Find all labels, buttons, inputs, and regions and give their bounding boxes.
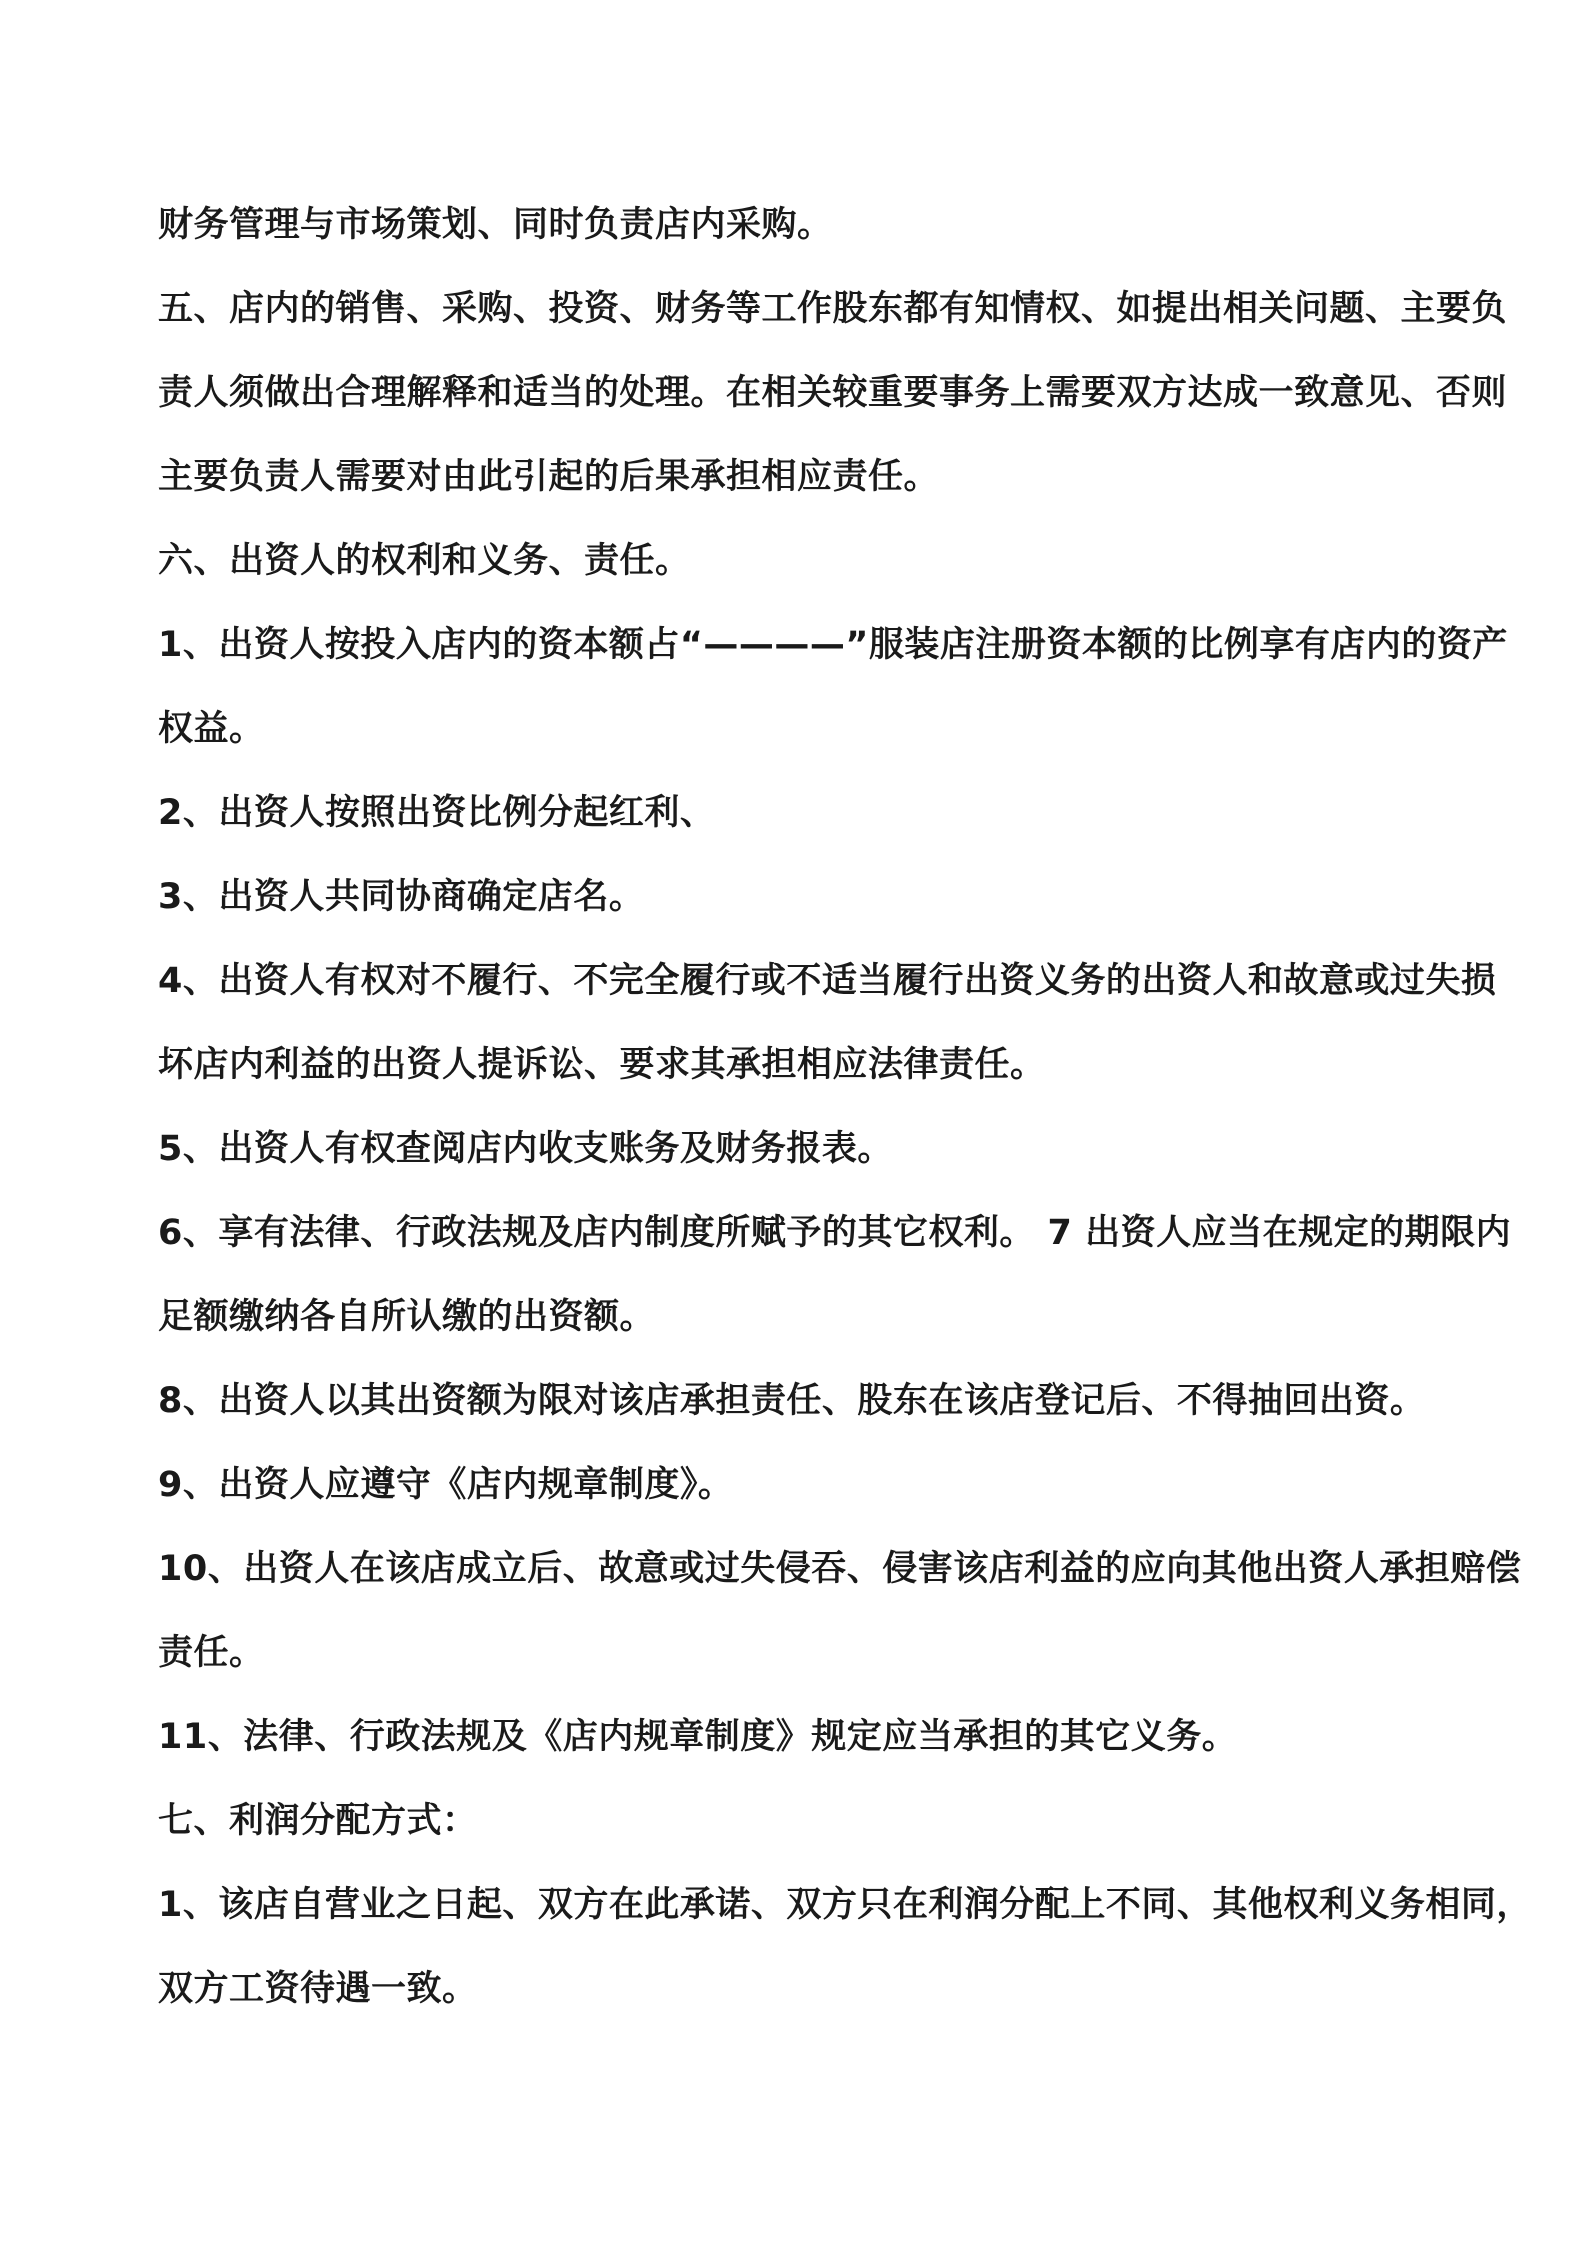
text-line: 6、享有法律、行政法规及店内制度所赋予的其它权利。 7 出资人应当在规定的期限内 (158, 1213, 1512, 1253)
text-line: 4、出资人有权对不履行、不完全履行或不适当履行出资义务的出资人和故意或过失损 (158, 961, 1497, 1001)
section-heading: 六、出资人的权利和义务、责任。 (158, 541, 691, 581)
text-line: 财务管理与市场策划、同时负责店内采购。 (158, 205, 833, 245)
text-line: 主要负责人需要对由此引起的后果承担相应责任。 (158, 457, 940, 497)
text-line: 坏店内利益的出资人提诉讼、要求其承担相应法律责任。 (158, 1045, 1046, 1085)
text-line: 10、出资人在该店成立后、故意或过失侵吞、侵害该店利益的应向其他出资人承担赔偿 (158, 1549, 1522, 1589)
text-line: 11、法律、行政法规及《店内规章制度》规定应当承担的其它义务。 (158, 1717, 1238, 1757)
text-line: 双方工资待遇一致。 (158, 1969, 478, 2009)
text-line: 5、出资人有权查阅店内收支账务及财务报表。 (158, 1129, 893, 1169)
text-line: 责人须做出合理解释和适当的处理。在相关较重要事务上需要双方达成一致意见、否则 (158, 373, 1508, 413)
text-line: 8、出资人以其出资额为限对该店承担责任、股东在该店登记后、不得抽回出资。 (158, 1381, 1426, 1421)
text-line: 权益。 (158, 709, 265, 749)
section-heading: 七、利润分配方式： (158, 1801, 478, 1841)
text-line: 3、出资人共同协商确定店名。 (158, 877, 645, 917)
text-line: 足额缴纳各自所认缴的出资额。 (158, 1297, 656, 1337)
text-line: 五、店内的销售、采购、投资、财务等工作股东都有知情权、如提出相关问题、主要负 (158, 289, 1508, 329)
text-line: 9、出资人应遵守《店内规章制度》。 (158, 1465, 734, 1505)
text-line: 1、该店自营业之日起、双方在此承诺、双方只在利润分配上不同、其他权利义务相同， (158, 1885, 1532, 1925)
text-line: 责任。 (158, 1633, 265, 1673)
text-line: 2、出资人按照出资比例分起红利、 (158, 793, 716, 833)
text-line: 1、出资人按投入店内的资本额占“————”服装店注册资本额的比例享有店内的资产 (158, 625, 1508, 665)
